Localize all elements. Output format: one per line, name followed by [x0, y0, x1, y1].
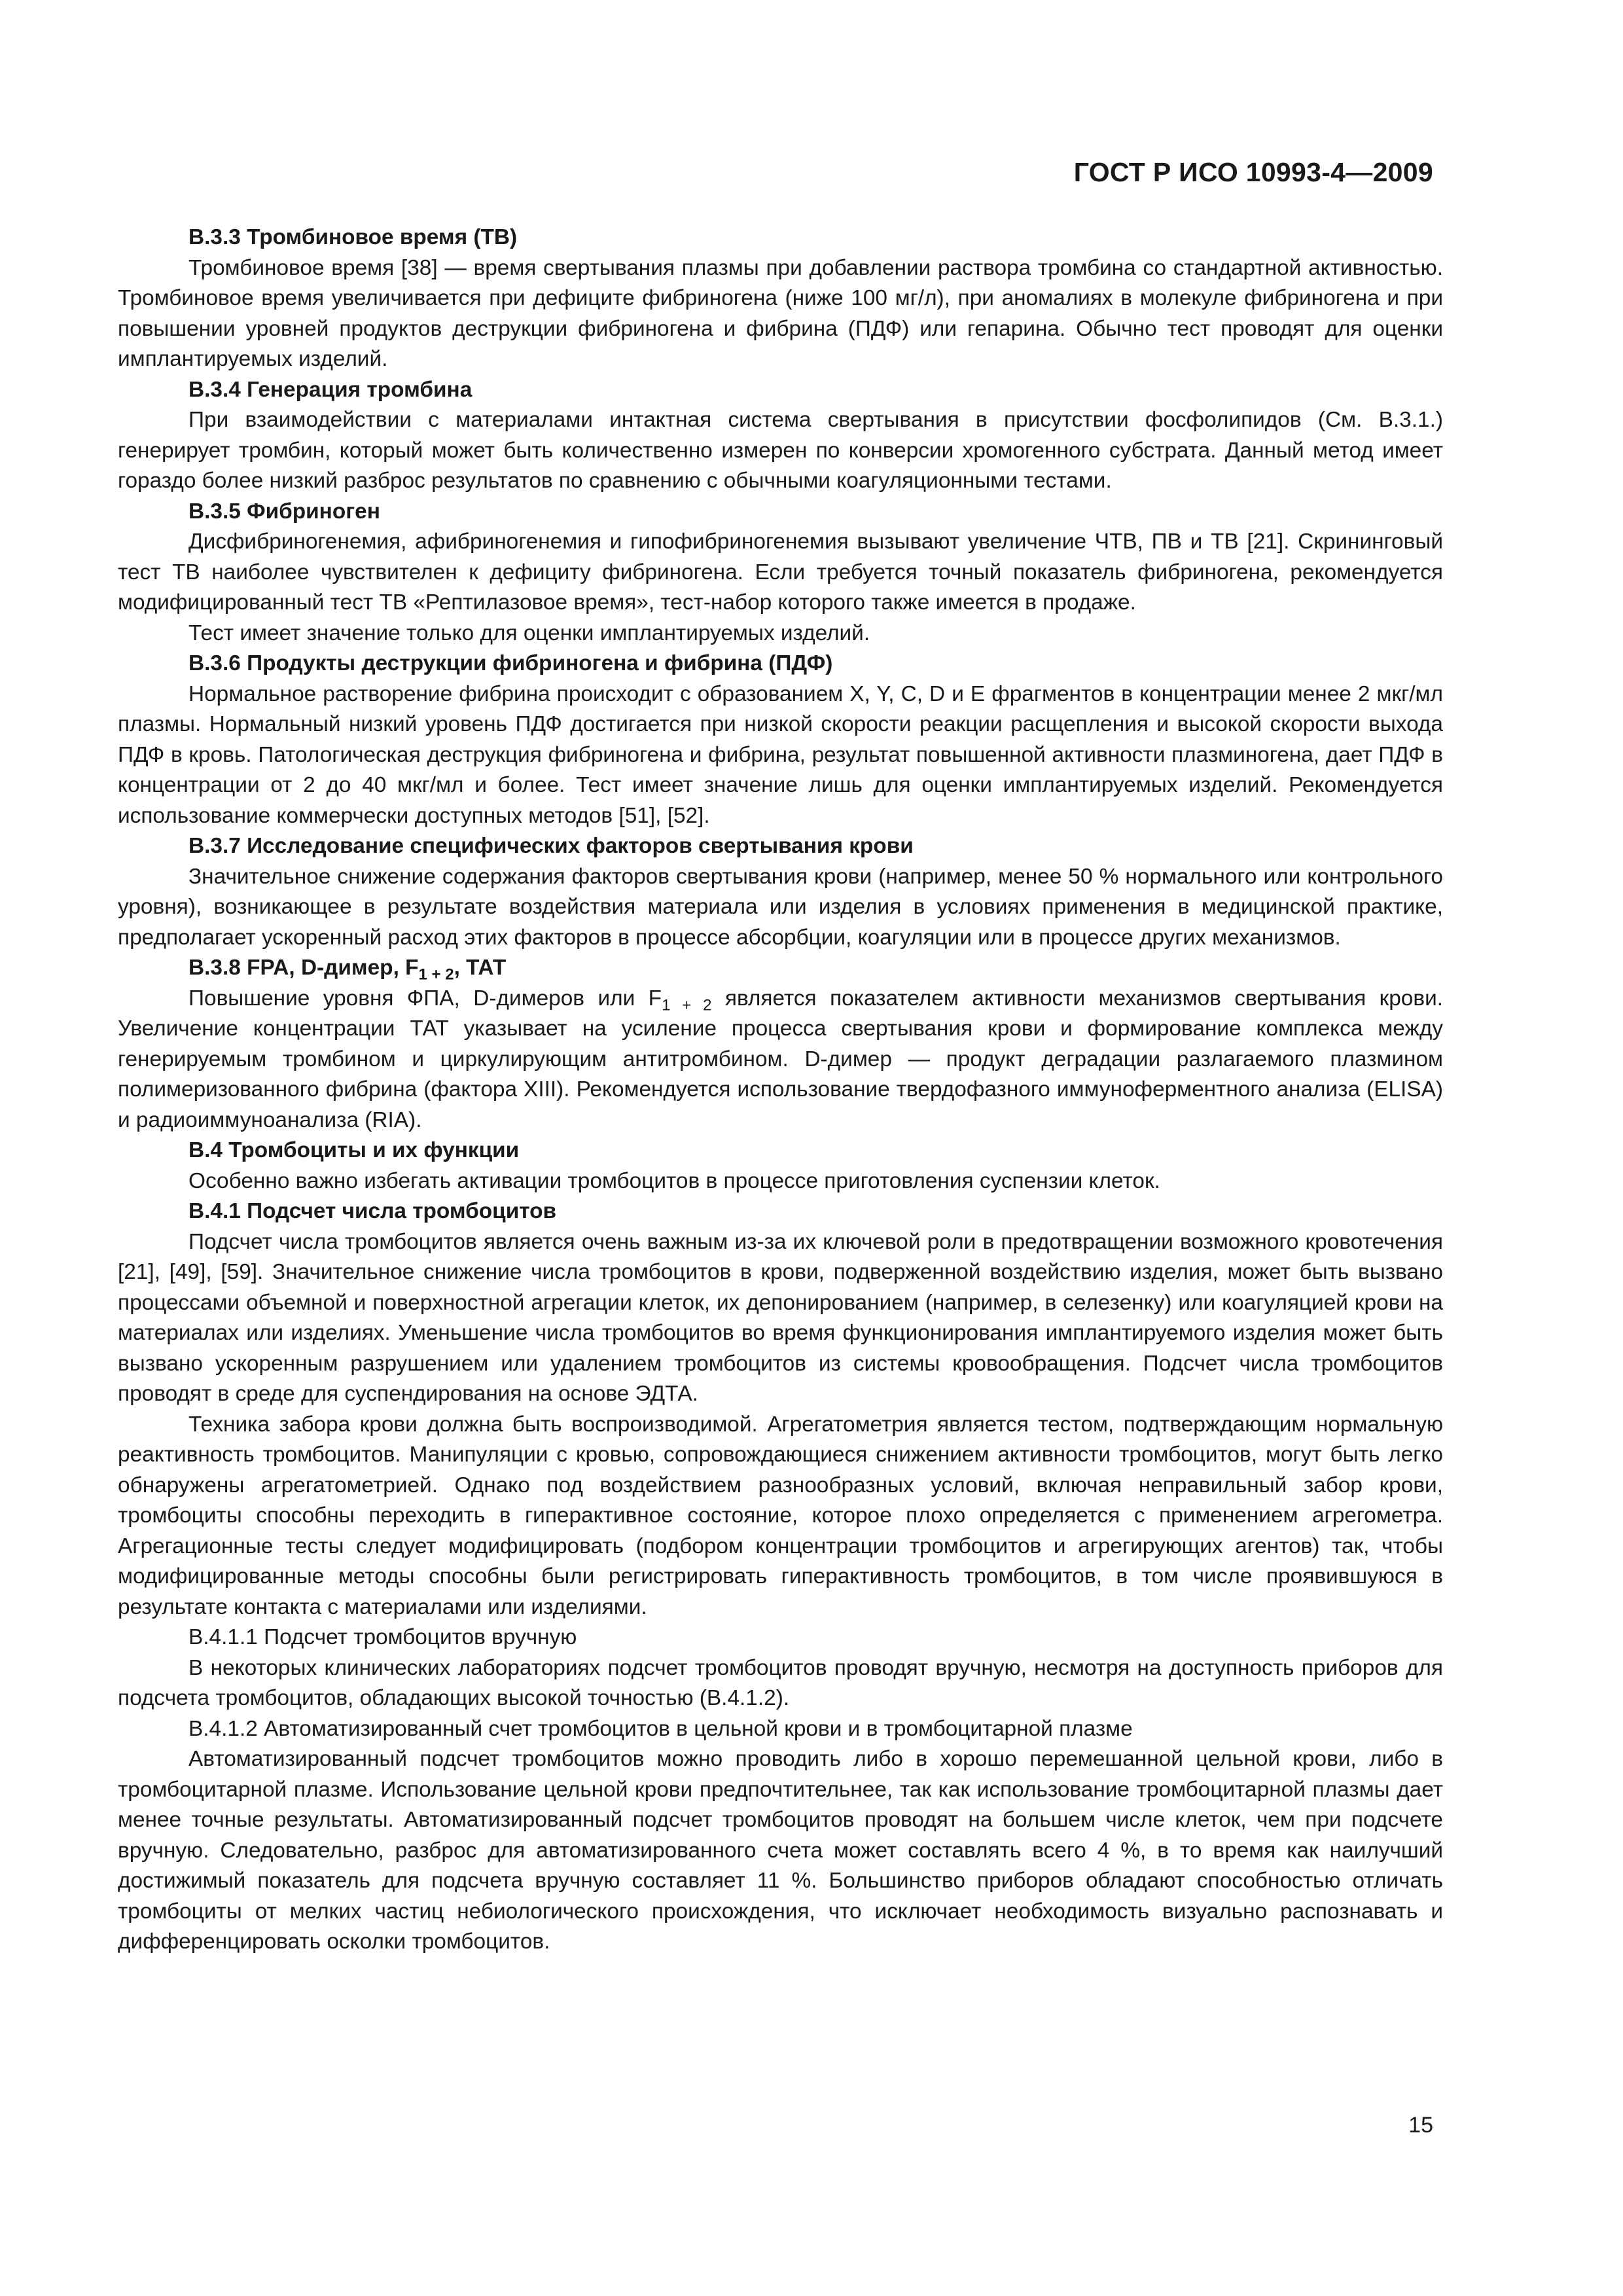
paragraph: [118, 984, 1443, 1136]
section-heading: В.3.5 Фибриноген: [188, 499, 380, 524]
paragraph: В некоторых клинических лабораториях подсчет тромбоцитов проводят вручную, несмотря на доступность приборов для подсчета тромбоцитов, обладающих высокой точностью (В.4.1.2).: [118, 1655, 1443, 1710]
subsection-heading: В.4.1.1 Подсчет тромбоцитов вручную: [188, 1625, 577, 1649]
paragraph: Тромбиновое время [38] — время свертывания плазмы при добавлении раствора тромбина со стандартной активностью. Тромбиновое время увеличивается при дефиците фибриногена (ниже 100 мг/л), при аномалиях в молекуле фибриногена и при повышении уровней продуктов деструкции фибриногена и фибрина (ПДФ) или гепарина. Обычно тест проводят для оценки имплантируемых изделий.: [118, 255, 1443, 371]
paragraph: Автоматизированный подсчет тромбоцитов можно проводить либо в хорошо перемешанной цельной крови, либо в тромбоцитарной плазме. Использование цельной крови предпочтительнее, так как использование тромбоцитарной плазмы дает менее точные результаты. Автоматизированный подсчет тромбоцитов проводят на большем числе клеток, чем при подсчете вручную. Следовательно, разброс для автоматизированного счета может составлять всего 4 %, в то время как наилучший достижимый показатель для подсчета вручную составляет 11 %. Большинство приборов обладают способностью отличать тромбоциты от мелких частиц небиологического происхождения, что исключает необходимость визуально распознавать и дифференцировать осколки тромбоцитов.: [118, 1747, 1443, 1954]
standard-designation: ГОСТ Р ИСО 10993-4—2009: [1073, 157, 1433, 187]
section-heading: В.3.6 Продукты деструкции фибриногена и фибрина (ПДФ): [188, 651, 833, 675]
section-heading: В.4 Тромбоциты и их функции: [188, 1138, 520, 1162]
paragraph: Подсчет числа тромбоцитов является очень важным из-за их ключевой роли в предотвращении возможного кровотечения [21], [49], [59]. Значительное снижение числа тромбоцитов в крови, подверженной воздействию изделия, может быть вызвано процессами объемной и поверхностной агрегации клеток, их депонированием (например, в селезенку) или коагуляцией крови на материалах или изделиях. Уменьшение числа тромбоцитов во время функционирования имплантируемого изделия может быть вызвано ускоренным разрушением или удалением тромбоцитов из системы кровообращения. Подсчет числа тромбоцитов проводят в среде для суспендирования на основе ЭДТА.: [118, 1229, 1443, 1406]
paragraph: Техника забора крови должна быть воспроизводимой. Агрегатометрия является тестом, подтверждающим нормальную реактивность тромбоцитов. Манипуляции с кровью, сопровождающиеся снижением активности тромбоцитов, могут быть легко обнаружены агрегатометрией. Однако под воздействием разнообразных условий, включая неправильный забор крови, тромбоциты способны переходить в гиперактивное состояние, которое плохо определяется с применением агрегометра. Агрегационные тесты следует модифицировать (подбором концентрации тромбоцитов и агрегирующих агентов) так, чтобы модифицированные методы способны были регистрировать гиперактивность тромбоцитов, в том числе проявившуюся в результате контакта с материалами или изделиями.: [118, 1412, 1443, 1619]
heading-text: , ТАТ: [454, 956, 507, 980]
subscript: 1 + 2: [418, 965, 454, 984]
paragraph: Тест имеет значение только для оценки имплантируемых изделий.: [188, 620, 870, 645]
paragraph: При взаимодействии с материалами интактная система свертывания в присутствии фосфолипидов (См. В.3.1.) генерирует тромбин, который может быть количественно измерен по конверсии хромогенного субстрата. Данный метод имеет гораздо более низкий разброс результатов по сравнению с обычными коагуляционными тестами.: [118, 408, 1443, 493]
subsection-heading: В.4.1.2 Автоматизированный счет тромбоцитов в цельной крови и в тромбоцитарной плазме: [188, 1716, 1133, 1741]
document-body: [118, 223, 1443, 1958]
paragraph: Особенно важно избегать активации тромбоцитов в процессе приготовления суспензии клеток.: [188, 1168, 1160, 1193]
page-number: 15: [1408, 2113, 1433, 2138]
section-heading: В.3.4 Генерация тромбина: [188, 377, 473, 402]
paragraph: Нормальное растворение фибрина происходит с образованием X, Y, C, D и E фрагментов в концентрации менее 2 мкг/мл плазмы. Нормальный низкий уровень ПДФ достигается при низкой скорости реакции расщепления и высокой скорости выхода ПДФ в кровь. Патологическая деструкция фибриногена и фибрина, результат повышенной активности плазминогена, дает ПДФ в концентрации от 2 до 40 мкг/мл и более. Тест имеет значение лишь для оценки имплантируемых изделий. Рекомендуется использование коммерчески доступных методов [51], [52].: [118, 681, 1443, 828]
heading-text: В.3.8 FPA, D-димер, F: [188, 956, 419, 980]
section-heading: В.3.7 Исследование специфических факторов свертывания крови: [188, 834, 914, 858]
paragraph-text: является показателем активности механизмов свертывания крови. Увеличение концентрации ТАТ указывает на усиление процесса свертывания крови и формирование комплекса между генерируемым тромбином и циркулирующим антитромбином. D-димер — продукт деградации разлагаемого плазмином полимеризованного фибрина (фактора XIII). Рекомендуется использование твердофазного иммуноферментного анализа (ELISA) и радиоиммуноанализа (RIA).: [118, 986, 1444, 1132]
section-heading: В.3.3 Тромбиновое время (ТВ): [188, 225, 518, 249]
section-heading: В.4.1 Подсчет числа тромбоцитов: [188, 1199, 557, 1223]
paragraph: Значительное снижение содержания факторов свертывания крови (например, менее 50 % нормального или контрольного уровня), возникающее в результате воздействия материала или изделия в условиях применения в медицинской практике, предполагает ускоренный расход этих факторов в процессе абсорбции, коагуляции или в процессе других механизмов.: [118, 864, 1443, 950]
paragraph: Дисфибриногенемия, афибриногенемия и гипофибриногенемия вызывают увеличение ЧТВ, ПВ и ТВ [21]. Скрининговый тест ТВ наиболее чувствителен к дефициту фибриногена. Если требуется точный показатель фибриногена, рекомендуется модифицированный тест ТВ «Рептилазовое время», тест-набор которого также имеется в продаже.: [118, 529, 1443, 615]
paragraph-text: Повышение уровня ФПА, D-димеров или F: [188, 986, 662, 1011]
subscript: 1 + 2: [662, 996, 712, 1014]
section-heading: [118, 953, 1443, 984]
